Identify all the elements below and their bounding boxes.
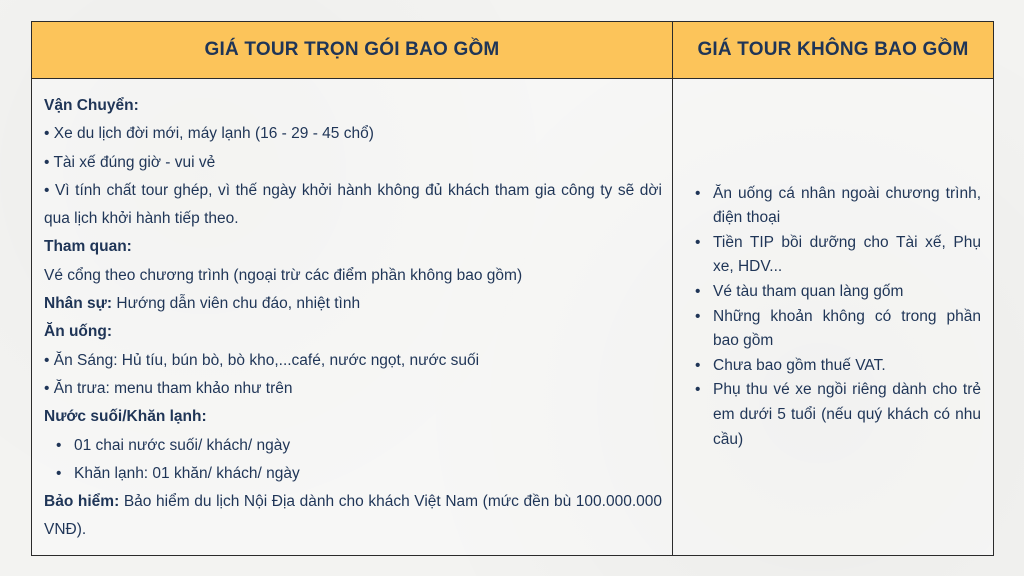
- meals-item-2: • Ăn trưa: menu tham khảo như trên: [44, 379, 293, 397]
- excluded-header: GIÁ TOUR KHÔNG BAO GỒM: [673, 22, 994, 79]
- excluded-item: [695, 305, 981, 354]
- excluded-item-text: Vé tàu tham quan làng gốm: [713, 282, 904, 300]
- included-cell: [32, 79, 673, 556]
- insurance-line: [44, 488, 662, 545]
- excluded-item: [695, 280, 981, 305]
- bullet-icon: •: [695, 356, 701, 374]
- water-item-2-text: Khăn lạnh: 01 khăn/ khách/ ngày: [74, 464, 300, 482]
- staff-line: [44, 290, 662, 318]
- transport-item-3: • Vì tính chất tour ghép, vì thế ngày khởi hành không đủ khách tham gia công ty sẽ dời qua lịch khởi hành tiếp theo.: [44, 181, 662, 228]
- sightseeing-heading: Tham quan:: [44, 238, 132, 256]
- insurance-text: Bảo hiểm du lịch Nội Địa dành cho khách Việt Nam (mức đền bù 100.000.000 VNĐ).: [44, 493, 662, 539]
- excluded-item-text: Phụ thu vé xe ngồi riêng dành cho trẻ em dưới 5 tuổi (nếu quý khách có nhu cầu): [713, 381, 981, 448]
- insurance-heading: Bảo hiểm:: [44, 493, 120, 511]
- bullet-icon: •: [695, 307, 701, 325]
- excluded-item: [695, 378, 981, 452]
- bullet-icon: •: [56, 436, 62, 454]
- water-item-2: [44, 460, 662, 488]
- excluded-item: [695, 182, 981, 231]
- staff-text: Hướng dẫn viên chu đáo, nhiệt tình: [112, 295, 361, 313]
- transport-item-2: • Tài xế đúng giờ - vui vẻ: [44, 153, 216, 171]
- excluded-item-text: Chưa bao gồm thuế VAT.: [713, 356, 886, 374]
- excluded-item: [695, 231, 981, 280]
- excluded-list: [695, 182, 981, 453]
- excluded-item-text: Những khoản không có trong phần bao gồm: [713, 307, 981, 350]
- excluded-cell: [673, 79, 994, 556]
- water-heading: Nước suối/Khăn lạnh:: [44, 408, 207, 426]
- staff-heading: Nhân sự:: [44, 295, 113, 313]
- bullet-icon: •: [695, 381, 701, 399]
- transport-heading: Vận Chuyển:: [44, 97, 139, 114]
- bullet-icon: •: [695, 282, 701, 300]
- included-header: GIÁ TOUR TRỌN GÓI BAO GỒM: [32, 22, 673, 79]
- bullet-icon: •: [56, 464, 62, 482]
- bullet-icon: •: [695, 184, 701, 202]
- excluded-item-text: Tiền TIP bồi dưỡng cho Tài xế, Phụ xe, HDV...: [713, 233, 981, 276]
- excluded-item: [695, 354, 981, 379]
- sightseeing-text: Vé cổng theo chương trình (ngoại trừ các điểm phần không bao gồm): [44, 266, 523, 284]
- water-item-1-text: 01 chai nước suối/ khách/ ngày: [74, 436, 291, 454]
- meals-heading: Ăn uống:: [44, 323, 113, 341]
- transport-item-1: • Xe du lịch đời mới, máy lạnh (16 - 29 - 45 chổ): [44, 125, 374, 143]
- water-item-1: [44, 432, 662, 460]
- meals-item-1: • Ăn Sáng: Hủ tíu, bún bò, bò kho,...café, nước ngọt, nước suối: [44, 351, 480, 369]
- excluded-item-text: Ăn uống cá nhân ngoài chương trình, điện thoại: [713, 184, 981, 227]
- bullet-icon: •: [695, 233, 701, 251]
- tour-price-table: [31, 21, 994, 556]
